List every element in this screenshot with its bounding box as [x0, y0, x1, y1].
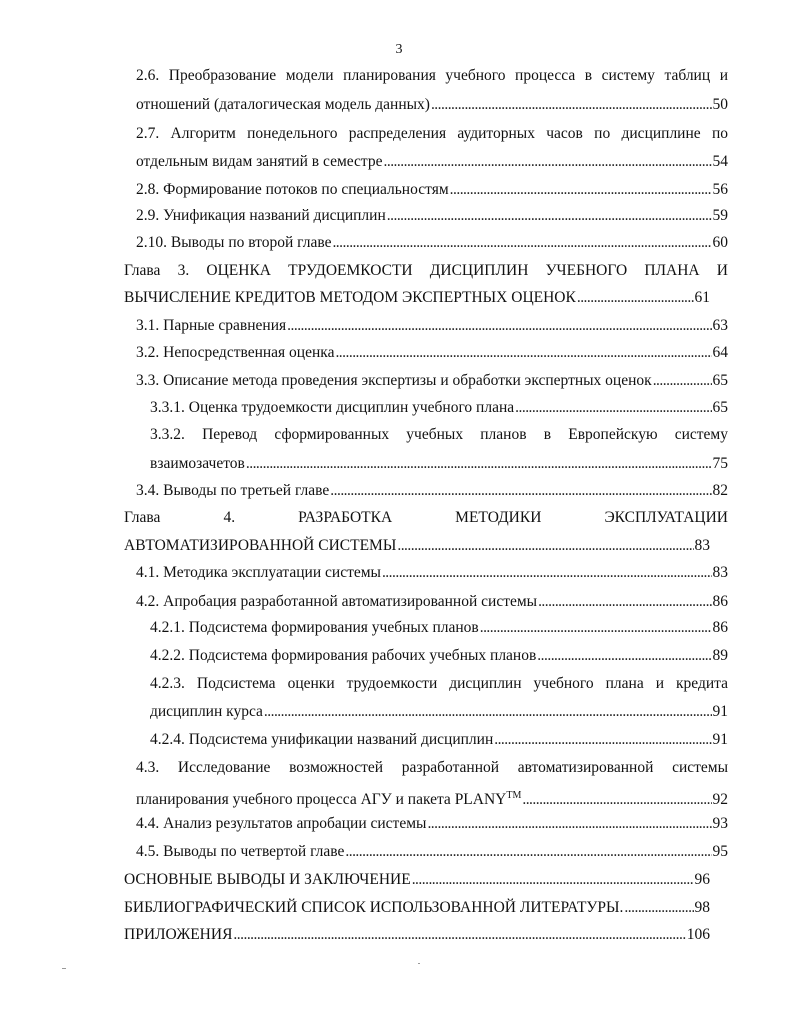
- toc-entry-text: взаимозачетов: [150, 455, 245, 472]
- toc-entry-4-4: [136, 810, 728, 837]
- toc-page-number: 63: [712, 317, 728, 334]
- toc-entry-text: 3.4. Выводы по третьей главе: [136, 482, 330, 499]
- toc-entry-text: ОСНОВНЫЕ ВЫВОДЫ И ЗАКЛЮЧЕНИЕ: [124, 871, 411, 888]
- toc-page-number: 83: [712, 564, 728, 581]
- toc-entry-3-4: [136, 477, 728, 504]
- toc-entry-4-2-3-line1: 4.2.3. Подсистема оценки трудоемкости дисциплин учебного плана и кредита: [150, 675, 728, 692]
- toc-page-number: 59: [712, 207, 728, 224]
- toc-page-number: 98: [694, 899, 710, 916]
- toc-page-number: 50: [712, 96, 728, 113]
- toc-entry-4-2-2: [150, 642, 728, 669]
- dot-leader: [387, 202, 712, 229]
- toc-chapter-4-line1: Глава 4. РАЗРАБОТКА МЕТОДИКИ ЭКСПЛУАТАЦИИ: [124, 509, 728, 526]
- toc-page-number: 96: [694, 871, 710, 888]
- trademark-superscript: TM: [506, 790, 522, 801]
- toc-entry-2-6-line2: [136, 91, 728, 118]
- toc-entry-text-main: планирования учебного процесса АГУ и пакета PLANY: [136, 791, 507, 809]
- toc-entry-3-3-1: [150, 394, 728, 421]
- toc-entry-text: [136, 782, 521, 809]
- toc-entry-4-2-4: [150, 726, 728, 753]
- dot-leader: [345, 838, 711, 865]
- scan-speck: [62, 968, 66, 969]
- toc-entry-2-9: [136, 202, 728, 229]
- dot-leader: [480, 614, 712, 641]
- dot-leader: [538, 588, 711, 615]
- toc-entry-text: 4.1. Методика эксплуатации системы: [136, 564, 381, 581]
- toc-entry-4-5: [136, 838, 728, 865]
- toc-entry-text: 3.1. Парные сравнения: [136, 317, 287, 334]
- toc-entry-3-2: [136, 339, 728, 366]
- dot-leader: [264, 698, 712, 725]
- toc-entry-text: 3.3.1. Оценка трудоемкости дисциплин учебного плана: [150, 399, 515, 416]
- toc-entry-text: отдельным видам занятий в семестре: [136, 153, 383, 170]
- toc-page-number: 56: [712, 181, 728, 198]
- toc-entry-text: БИБЛИОГРАФИЧЕСКИЙ СПИСОК ИСПОЛЬЗОВАННОЙ ЛИТЕРАТУРЫ.: [124, 899, 624, 916]
- toc-entry-3-3-2-line1: 3.3.2. Перевод сформированных учебных планов в Европейскую систему: [150, 426, 728, 443]
- toc-entry-3-1: [136, 312, 728, 339]
- dot-leader: [382, 559, 712, 586]
- toc-entry-4-2-3-line2: [150, 698, 728, 725]
- toc-page-number: 65: [712, 372, 728, 389]
- toc-page-number: 91: [712, 731, 728, 748]
- toc-page-number: 65: [712, 399, 728, 416]
- toc-page-number: 93: [712, 815, 728, 832]
- toc-page-number: 64: [712, 344, 728, 361]
- scan-speck: [418, 963, 420, 964]
- toc-page-number: 86: [712, 593, 728, 610]
- dot-leader: [384, 148, 712, 175]
- dot-leader: [522, 786, 711, 809]
- toc-appendices: [124, 921, 710, 948]
- toc-page-number: 75: [712, 455, 728, 472]
- toc-entry-text: 4.2.2. Подсистема формирования рабочих учебных планов: [150, 647, 537, 664]
- toc-entry-2-7-line1: 2.7. Алгоритм понедельного распределения аудиторных часов по дисциплине по: [136, 125, 728, 142]
- dot-leader: [412, 866, 694, 893]
- toc-page-number: 83: [694, 537, 710, 554]
- dot-leader: [332, 229, 711, 256]
- toc-entry-4-2-1: [150, 614, 728, 641]
- dot-leader: [653, 367, 712, 394]
- toc-page-number: 92: [712, 791, 728, 809]
- toc-page-number: 89: [712, 647, 728, 664]
- toc-page-number: 82: [712, 482, 728, 499]
- toc-conclusions: [124, 866, 710, 893]
- toc-entry-text: ВЫЧИСЛЕНИЕ КРЕДИТОВ МЕТОДОМ ЭКСПЕРТНЫХ ОЦЕНОК: [124, 289, 576, 306]
- toc-entry-text: 4.4. Анализ результатов апробации системы: [136, 815, 427, 832]
- toc-page-number: 91: [712, 703, 728, 720]
- toc-entry-text: отношений (даталогическая модель данных): [136, 96, 430, 113]
- toc-entry-2-10: [136, 229, 728, 256]
- toc-entry-text: 2.8. Формирование потоков по специальностям: [136, 181, 449, 198]
- dot-leader: [330, 477, 711, 504]
- dot-leader: [494, 726, 711, 753]
- toc-entry-text: 2.9. Унификация названий дисциплин: [136, 207, 386, 224]
- toc-entry-text: 4.2.1. Подсистема формирования учебных планов: [150, 619, 479, 636]
- toc-entry-2-6-line1: 2.6. Преобразование модели планирования учебного процесса в систему таблиц и: [136, 67, 728, 84]
- dot-leader: [450, 176, 712, 203]
- toc-entry-4-1: [136, 559, 728, 586]
- dot-leader: [397, 532, 693, 559]
- toc-page-number: 61: [694, 289, 710, 306]
- toc-chapter-4-line2: [124, 532, 710, 559]
- page-number: 3: [395, 42, 403, 57]
- toc-entry-4-2: [136, 588, 728, 615]
- dot-leader: [537, 642, 711, 669]
- toc-page-number: 86: [712, 619, 728, 636]
- toc-bibliography: [124, 894, 710, 921]
- dot-leader: [335, 339, 711, 366]
- toc-entry-4-3-line2: [136, 782, 728, 809]
- toc-entry-text: 4.2. Апробация разработанной автоматизированной системы: [136, 593, 538, 610]
- dot-leader: [427, 810, 711, 837]
- dot-leader: [233, 921, 685, 948]
- toc-chapter-3-line1: Глава 3. ОЦЕНКА ТРУДОЕМКОСТИ ДИСЦИПЛИН УЧЕБНОГО ПЛАНА И: [124, 262, 728, 279]
- toc-entry-text: 4.2.4. Подсистема унификации названий дисциплин: [150, 731, 494, 748]
- toc-entry-3-3-2-line2: [150, 450, 728, 477]
- dot-leader: [431, 91, 712, 118]
- toc-chapter-3-line2: [124, 284, 710, 311]
- dot-leader: [246, 450, 712, 477]
- toc-page-number: 54: [712, 153, 728, 170]
- toc-page-number: 95: [712, 843, 728, 860]
- dot-leader: [577, 284, 694, 311]
- toc-entry-2-7-line2: [136, 148, 728, 175]
- toc-page-number: 60: [712, 234, 728, 251]
- toc-entry-text: дисциплин курса: [150, 703, 263, 720]
- dot-leader: [515, 394, 711, 421]
- toc-entry-text: 4.5. Выводы по четвертой главе: [136, 843, 345, 860]
- toc-entry-text: ПРИЛОЖЕНИЯ: [124, 926, 233, 943]
- toc-entry-2-8: [136, 176, 728, 203]
- toc-entry-3-3: [136, 367, 728, 394]
- toc-entry-text: АВТОМАТИЗИРОВАННОЙ СИСТЕМЫ: [124, 537, 397, 554]
- toc-entry-4-3-line1: 4.3. Исследование возможностей разработанной автоматизированной системы: [136, 759, 728, 776]
- dot-leader: [624, 894, 693, 921]
- dot-leader: [287, 312, 711, 339]
- toc-page-number: 106: [686, 926, 710, 943]
- toc-entry-text: 3.3. Описание метода проведения экспертизы и обработки экспертных оценок: [136, 372, 652, 389]
- toc-entry-text: 2.10. Выводы по второй главе: [136, 234, 332, 251]
- toc-entry-text: 3.2. Непосредственная оценка: [136, 344, 335, 361]
